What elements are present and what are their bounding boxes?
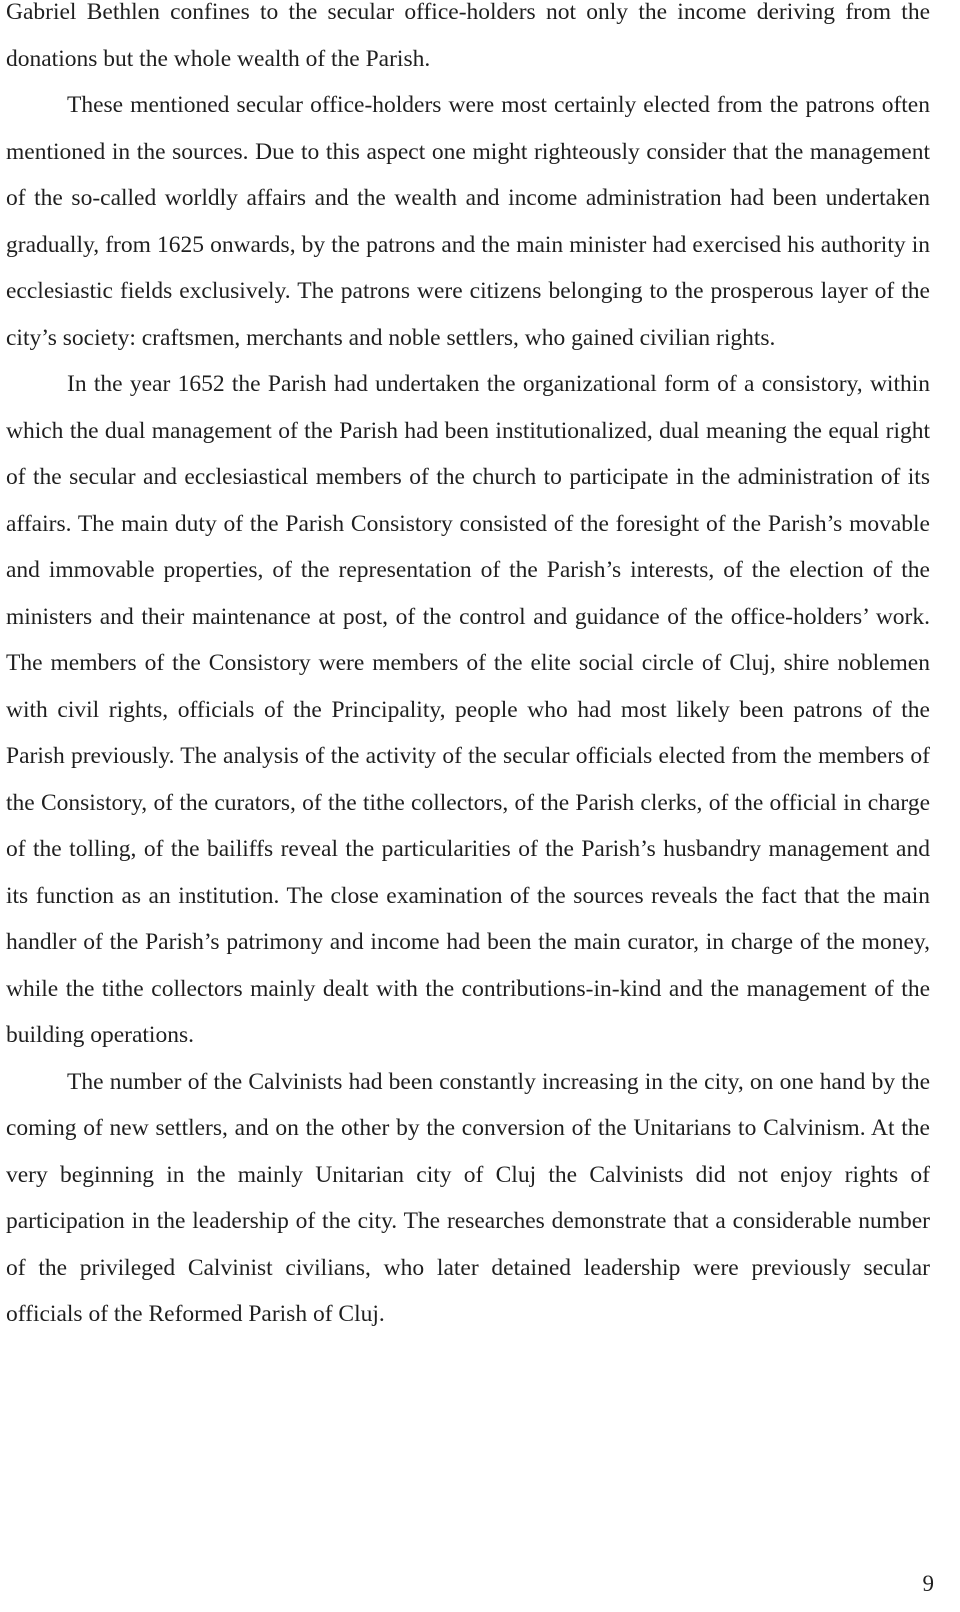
page-number: 9 (922, 1571, 934, 1596)
paragraph-calvinists: The number of the Calvinists had been constantly increasing in the city, on one hand by the coming of new settlers, and on the other by the conversion of the Unitarians to Calvinism. At the very beginning in the mainly Unitarian city of Cluj the Calvinists did not enjoy rights of participation in the leadership of the city. The researches demonstrate that a considerable number of the privileged Calvinist civilians, who later detained leadership were previously secular officials of the Reformed Parish of Cluj. (6, 1068, 930, 1327)
paragraph-consistory: In the year 1652 the Parish had undertaken the organizational form of a consistory, within which the dual management of the Parish had been institutionalized, dual meaning the equal right of the secular and ecclesiastical members of the church to participate in the administration of its affairs. The main duty of the Parish Consistory consisted of the foresight of the Parish’s movable and immovable properties, of the representation of the Parish’s interests, of the election of the ministers and their maintenance at post, of the control and guidance of the office-holders’ work. The members of the Consistory were members of the elite social circle of Cluj, shire noblemen with civil rights, officials of the Principality, people who had most likely been patrons of the Parish previously. The analysis of the activity of the secular officials elected from the members of the Consistory, of the curators, of the tithe collectors, of the Parish clerks, of the official in charge of the tolling, of the bailiffs reveal the particularities of the Parish’s husbandry management and its function as an institution. The close examination of the sources reveals the fact that the main handler of the Parish’s patrimony and income had been the main curator, in charge of the money, while the tithe collectors mainly dealt with the contributions-in-kind and the management of the building operations. (6, 371, 930, 1048)
paragraph-office-holders: These mentioned secular office-holders were most certainly elected from the patrons often mentioned in the sources. Due to this aspect one might righteously consider that the management of the so-called worldly affairs and the wealth and income administration had been undertaken gradually, from 1625 onwards, by the patrons and the main minister had exercised his authority in ecclesiastic fields exclusively. The patrons were citizens belonging to the prosperous layer of the city’s society: craftsmen, merchants and noble settlers, who gained civilian rights. (6, 92, 930, 351)
document-page (6, 0, 930, 1338)
paragraph-continuation: Gabriel Bethlen confines to the secular office-holders not only the income deriving from the donations but the whole wealth of the Parish. (6, 0, 930, 72)
